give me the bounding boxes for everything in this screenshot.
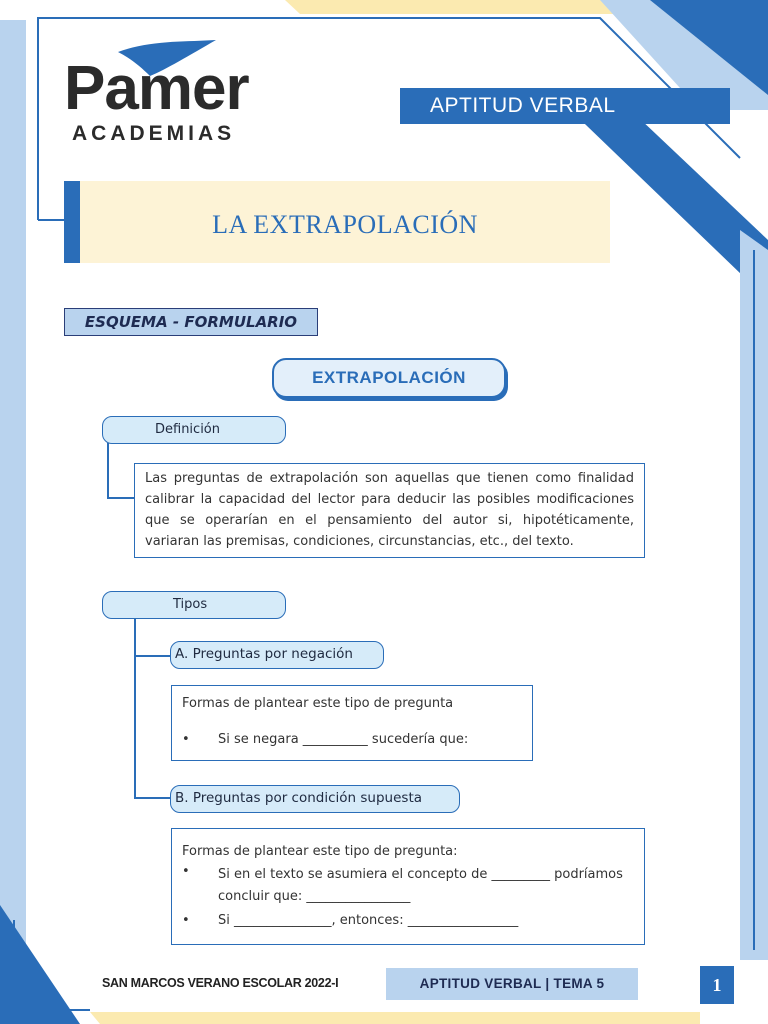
bullet-dot: • [182,913,190,928]
definition-label: Definición [155,422,220,437]
types-label: Tipos [173,597,208,612]
type-b-bullet-text-1: Si en el texto se asumiera el concepto de _________ podríamos concluir que: ________________ [218,867,623,904]
types-connector-vertical [134,618,136,798]
type-b-pill [170,785,460,813]
definition-connector-vertical [107,443,109,498]
page-title: LA EXTRAPOLACIÓN [212,210,478,239]
type-a-pill [170,641,384,669]
definition-label-pill [102,416,286,444]
definition-box [134,463,645,558]
brand-logo-subname: ACADEMIAS [72,122,236,145]
section-label: ESQUEMA - FORMULARIO [64,308,318,336]
bullet-dot: • [182,864,190,879]
types-label-pill [102,591,286,619]
type-a-box [171,685,533,761]
bullet-dot: • [182,732,190,747]
main-concept-pill: EXTRAPOLACIÓN [272,358,506,398]
type-a-connector [134,655,170,657]
type-a-label: A. Preguntas por negación [175,646,353,662]
type-b-intro: Formas de plantear este tipo de pregunta: [182,844,458,859]
page-number: 1 [700,966,734,1004]
footer-subject-tag: APTITUD VERBAL | TEMA 5 [386,968,638,1000]
type-b-bullet-text-2: Si _______________, entonces: _________________ [218,913,519,928]
subject-banner: APTITUD VERBAL [400,88,730,124]
type-b-label: B. Preguntas por condición supuesta [175,790,423,806]
type-a-bullet-text: Si se negara __________ sucedería que: [218,732,469,747]
type-a-intro: Formas de plantear este tipo de pregunta [182,696,454,711]
definition-connector-horizontal [107,497,134,499]
definition-text: Las preguntas de extrapolación son aquellas que tienen como finalidad calibrar la capacidad del lector para deducir las posibles modificaciones que se operarían en el pensamiento del autor si, hipotéticamente, variaran las premisas, condiciones, circunstancias, etc., del texto. [145,471,634,549]
type-b-connector [134,797,170,799]
footer-program: SAN MARCOS VERANO ESCOLAR 2022-I [102,976,339,990]
type-b-box [171,828,645,945]
brand-logo-name: Pamer [64,54,249,123]
title-accent-bar [64,181,80,263]
